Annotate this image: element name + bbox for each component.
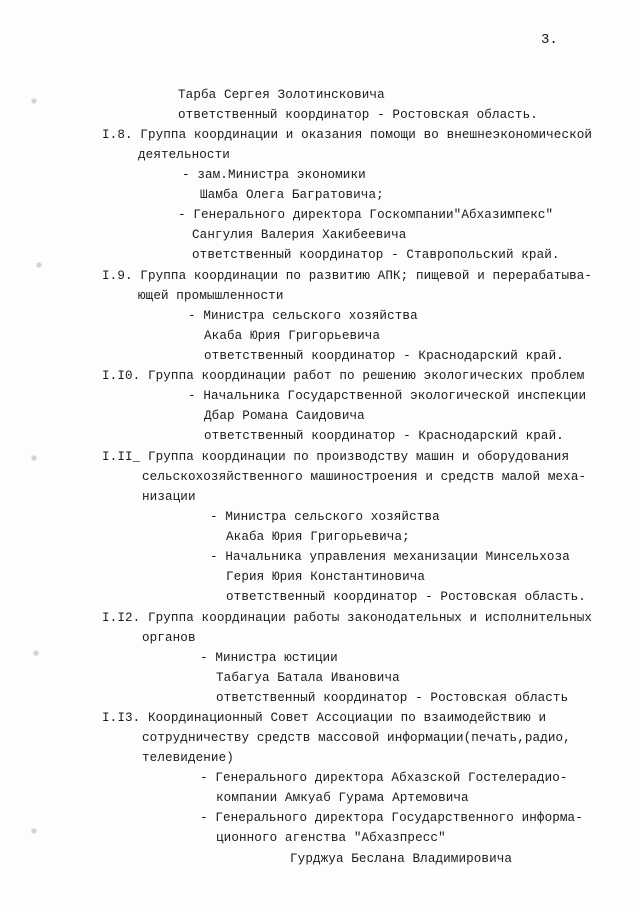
text-line: - Министра юстиции	[200, 651, 338, 665]
text-line: ющей промышленности	[138, 289, 284, 303]
text-line: Акаба Юрия Григорьевича;	[226, 530, 410, 544]
text-line: - Министра сельского хозяйства	[188, 309, 418, 323]
text-line: - Начальника управления механизации Минсельхоза	[210, 550, 570, 564]
text-line: Акаба Юрия Григорьевича	[204, 329, 381, 343]
text-line: ответственный координатор - Ростовская область.	[178, 108, 538, 122]
text-line: Герия Юрия Константиновича	[226, 570, 426, 584]
text-line: - Министра сельского хозяйства	[210, 510, 440, 524]
text-line: - Генерального директора Госкомпании"Абхазимпекс"	[178, 208, 554, 222]
text-line: ответственный координатор - Ставропольский край.	[192, 248, 560, 262]
text-line: ответственный координатор - Краснодарский край.	[204, 349, 564, 363]
text-line: сельскохозяйственного машиностроения и средств малой меха-	[142, 470, 587, 484]
text-line: Шамба Олега Багратовича;	[200, 188, 384, 202]
text-line: органов	[142, 631, 196, 645]
text-line: - Генерального директора Абхазской Гостелерадио-	[200, 771, 568, 785]
section-heading-1-10: I.I0. Группа координации работ по решению экологических проблем	[102, 369, 585, 383]
text-line: - Начальника Государственной экологической инспекции	[188, 389, 587, 403]
text-line: Табагуа Батала Ивановича	[216, 671, 400, 685]
scan-speck	[30, 455, 38, 461]
text-line: ционного агенства "Абхазпресс"	[216, 831, 446, 845]
section-heading-1-9: I.9. Группа координации по развитию АПК; пищевой и перерабатыва-	[102, 269, 593, 283]
text-line: - Генерального директора Государственного информа-	[200, 811, 583, 825]
scan-speck	[32, 650, 40, 656]
text-line: низации	[142, 490, 196, 504]
text-line: ответственный координатор - Краснодарский край.	[204, 429, 564, 443]
text-line: ответственный координатор - Ростовская область	[216, 691, 569, 705]
text-line: компании Амкуаб Гурама Артемовича	[216, 791, 469, 805]
text-line: Сангулия Валерия Хакибеевича	[192, 228, 407, 242]
text-line: Тарба Сергея Золотинсковича	[178, 88, 385, 102]
text-line: деятельности	[138, 148, 230, 162]
text-line: Дбар Романа Саидовича	[204, 409, 365, 423]
text-line: Гурджуа Беслана Владимировича	[290, 852, 513, 866]
text-line: сотрудничеству средств массовой информации(печать,радио,	[142, 731, 571, 745]
section-heading-1-8: I.8. Группа координации и оказания помощи во внешнеэкономической	[102, 128, 593, 142]
text-line: телевидение)	[142, 751, 234, 765]
section-heading-1-13: I.I3. Координационный Совет Ассоциации по взаимодействию и	[102, 711, 547, 725]
section-heading-1-11: I.II_ Группа координации по производству машин и оборудования	[102, 450, 570, 464]
page-number: 3.	[541, 32, 558, 48]
text-line: ответственный координатор - Ростовская область.	[226, 590, 586, 604]
text-line: - зам.Министра экономики	[182, 168, 366, 182]
section-heading-1-12: I.I2. Группа координации работы законодательных и исполнительных	[102, 611, 593, 625]
scan-speck	[35, 262, 43, 268]
scan-speck	[30, 98, 38, 104]
scan-speck	[30, 828, 38, 834]
